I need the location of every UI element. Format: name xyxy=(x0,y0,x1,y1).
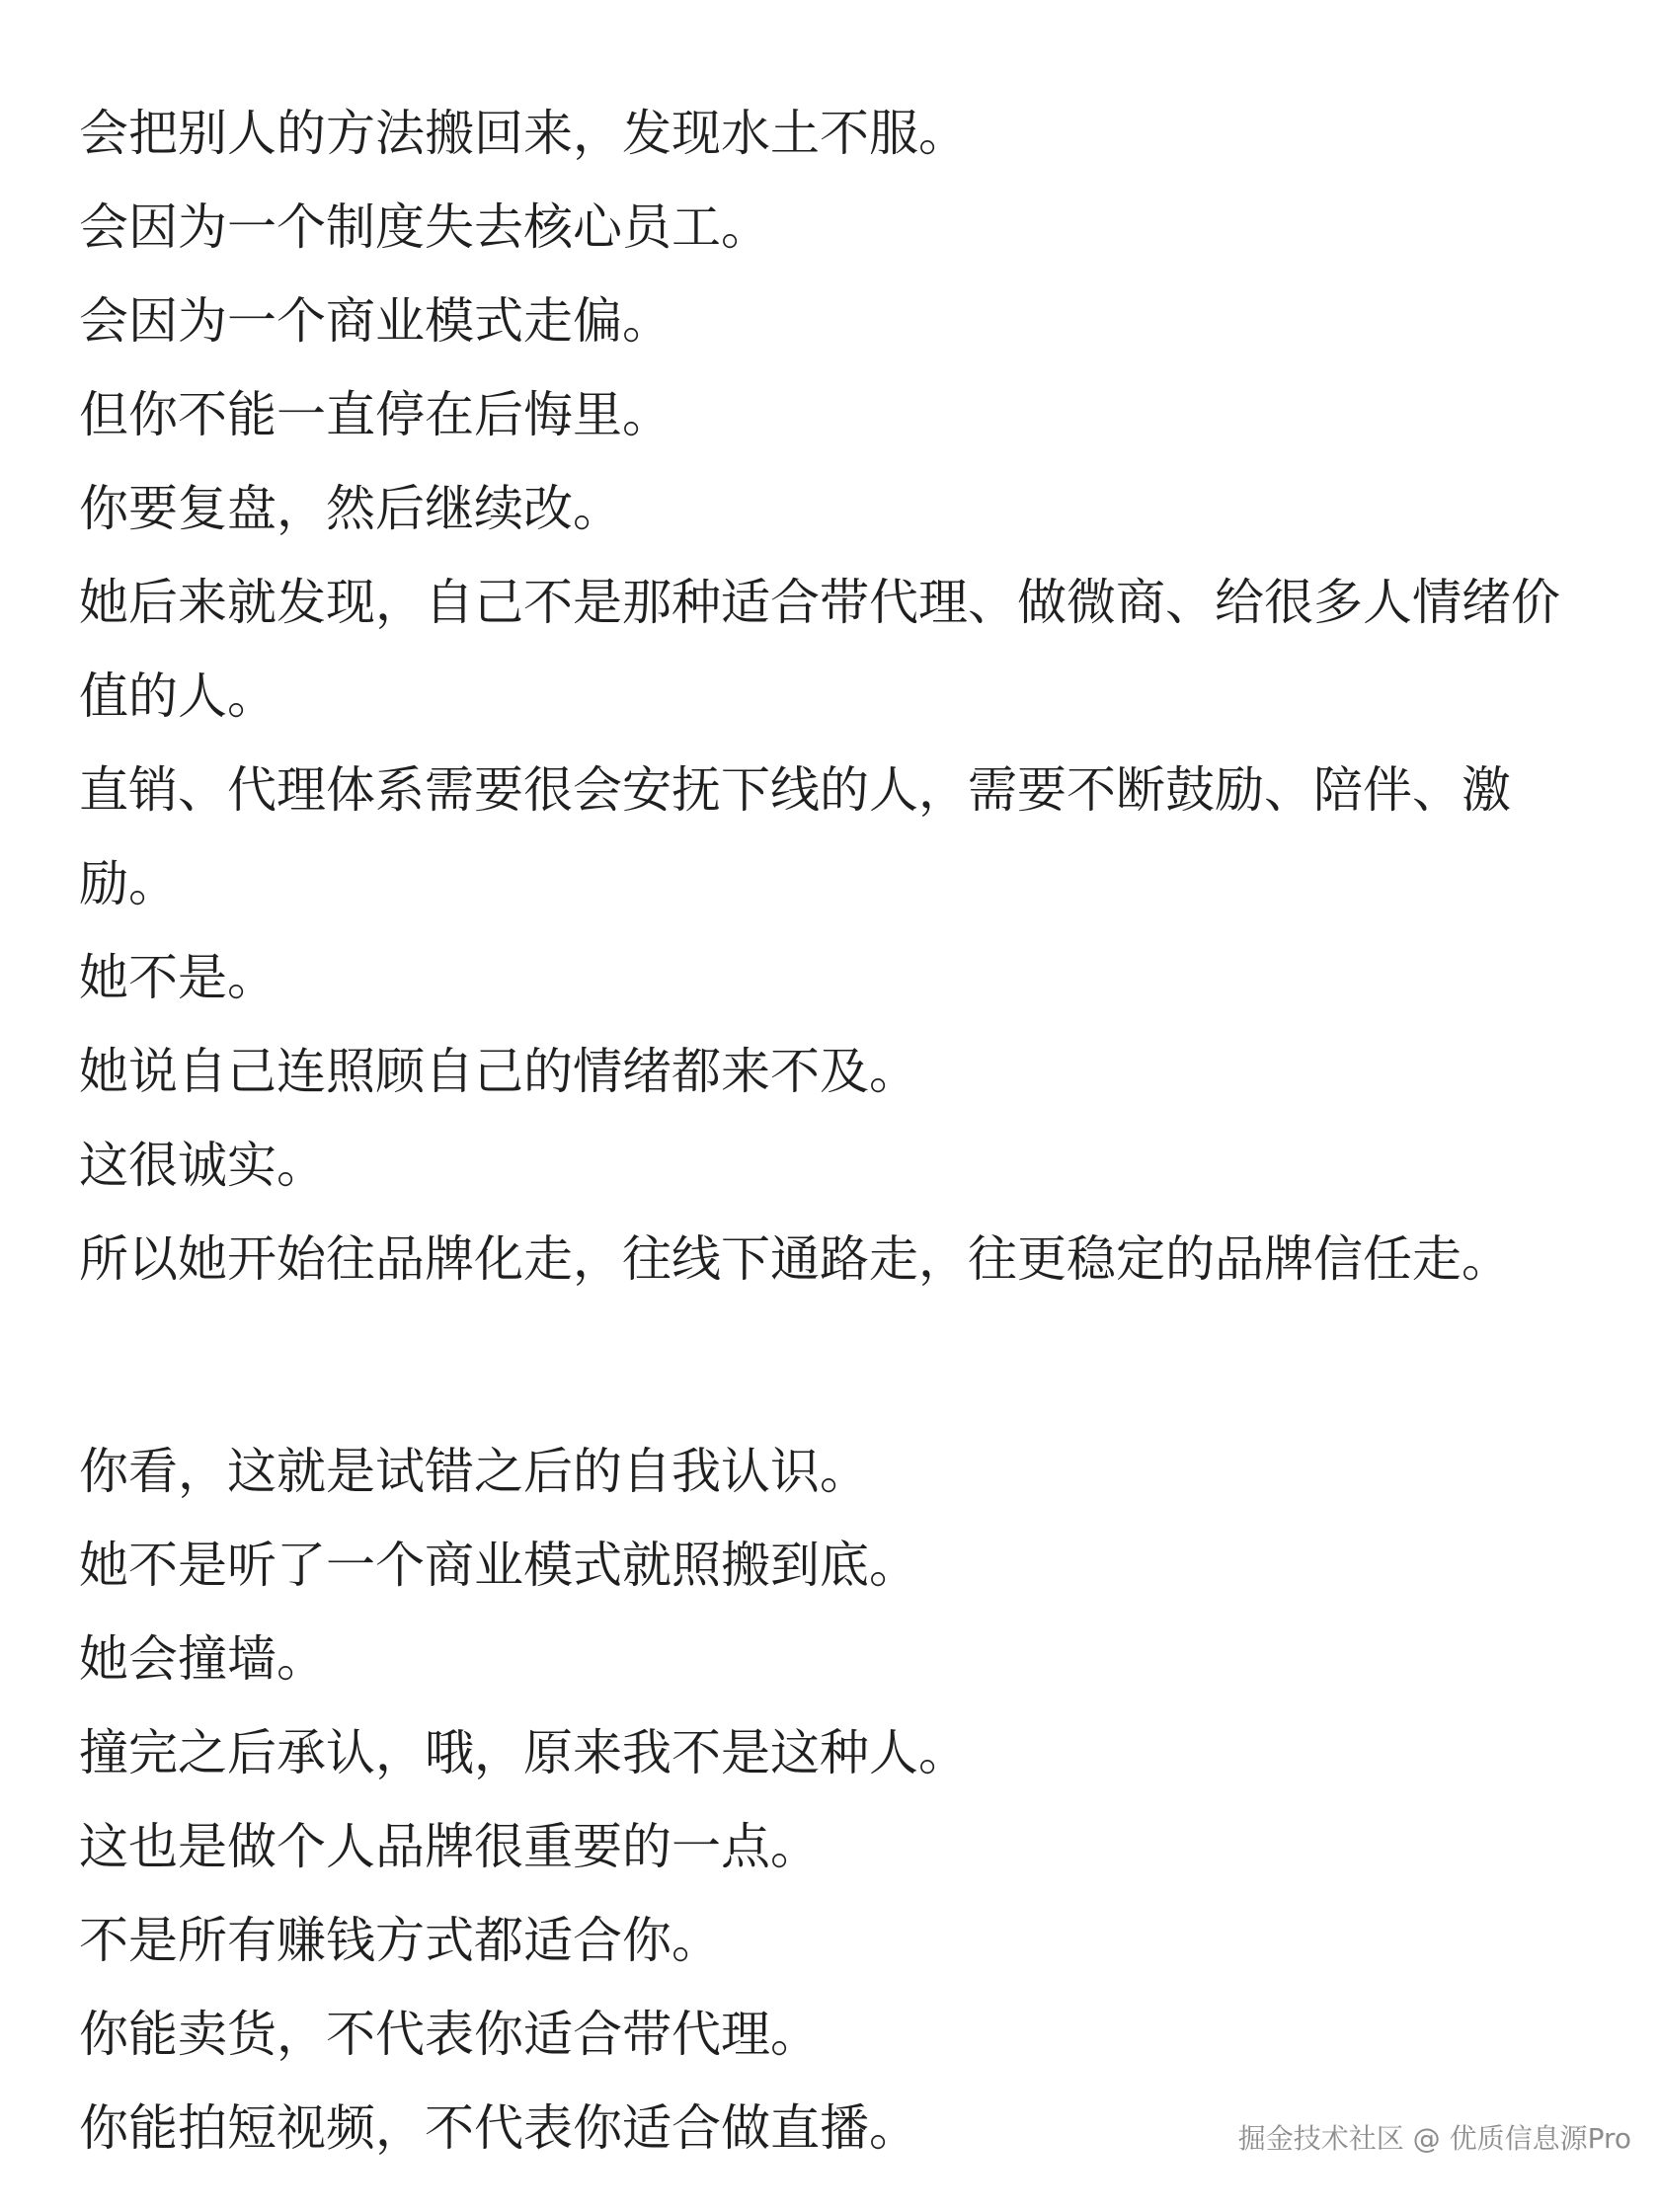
watermark: 掘金技术社区 @ 优质信息源Pro xyxy=(1237,2122,1631,2155)
paragraph: 但你不能一直停在后悔里。 xyxy=(79,386,672,443)
paragraph: 她不是听了一个商业模式就照搬到底。 xyxy=(79,1537,918,1594)
paragraph: 直销、代理体系需要很会安抚下线的人，需要不断鼓励、陪伴、激励。 xyxy=(79,761,1511,912)
paragraph: 会因为一个制度失去核心员工。 xyxy=(79,198,770,256)
paragraph: 这很诚实。 xyxy=(79,1137,326,1194)
paragraph: 你看，这就是试错之后的自我认识。 xyxy=(79,1443,869,1500)
paragraph: 她会撞墙。 xyxy=(79,1630,326,1688)
paragraph: 你要复盘，然后继续改。 xyxy=(79,480,622,537)
paragraph: 会把别人的方法搬回来，发现水土不服。 xyxy=(79,105,968,162)
paragraph: 撞完之后承认，哦，原来我不是这种人。 xyxy=(79,1724,968,1781)
paragraph: 她后来就发现，自己不是那种适合带代理、做微商、给很多人情绪价值的人。 xyxy=(79,574,1560,725)
paragraph: 会因为一个商业模式走偏。 xyxy=(79,292,672,350)
paragraph: 这也是做个人品牌很重要的一点。 xyxy=(79,1818,820,1875)
paragraph: 不是所有赚钱方式都适合你。 xyxy=(79,1912,721,1969)
paragraph-spacer xyxy=(79,1306,1580,1425)
article-body xyxy=(79,87,1580,2175)
paragraph: 她说自己连照顾自己的情绪都来不及。 xyxy=(79,1043,918,1100)
paragraph: 她不是。 xyxy=(79,949,276,1006)
paragraph: 所以她开始往品牌化走，往线下通路走，往更稳定的品牌信任走。 xyxy=(79,1230,1511,1288)
paragraph: 你能卖货，不代表你适合带代理。 xyxy=(79,2006,820,2063)
paragraph: 你能拍短视频，不代表你适合做直播。 xyxy=(79,2099,918,2157)
